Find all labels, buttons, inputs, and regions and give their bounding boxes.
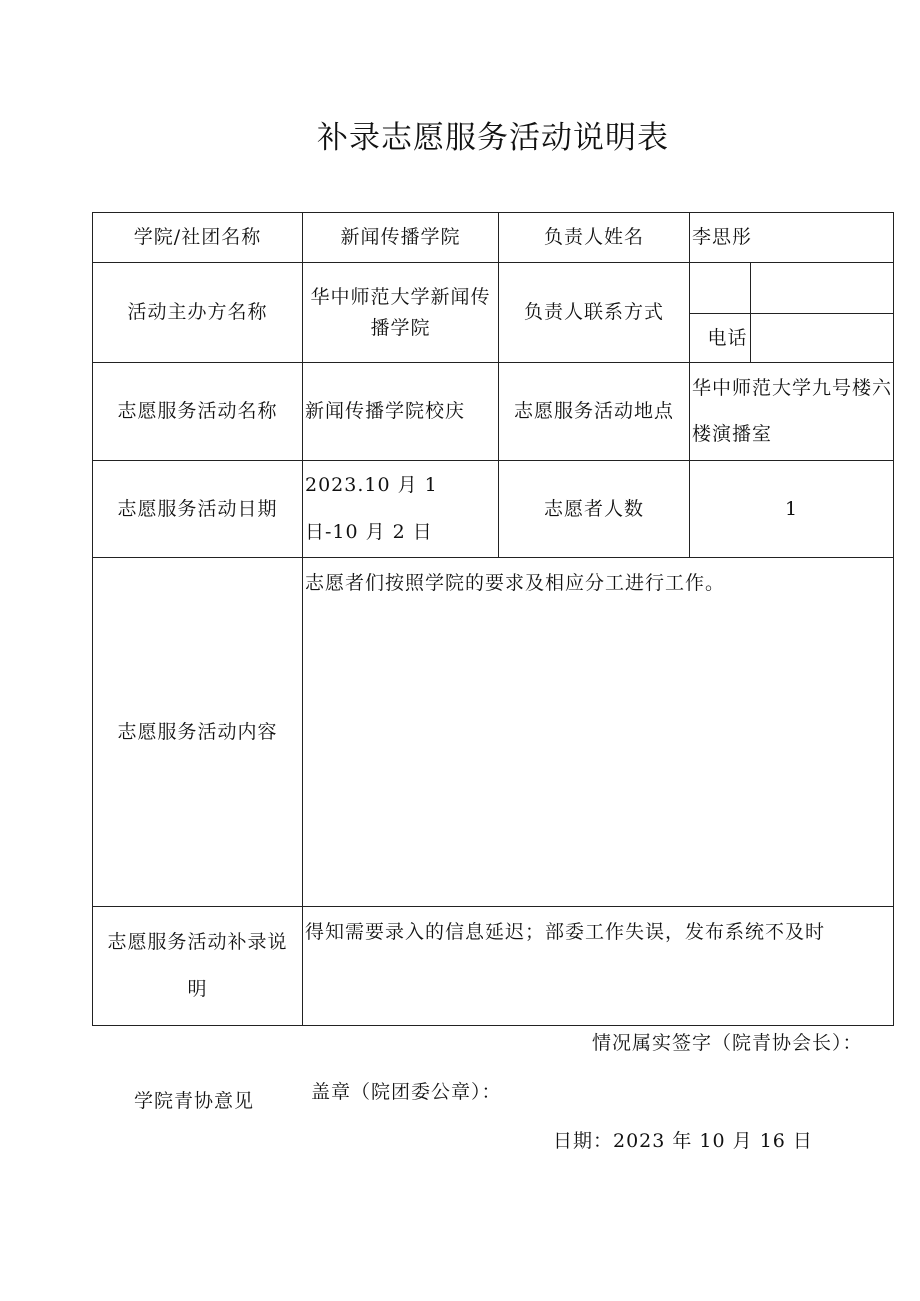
contact-value-cell (750, 263, 893, 313)
contact-empty-cell (690, 263, 750, 313)
phone-value (750, 313, 893, 362)
contact-cell (690, 263, 894, 363)
signature-line: 情况属实签字（院青协会长）： (592, 1032, 863, 1054)
leader-value: 李思彤 (690, 213, 894, 263)
volunteers-label: 志愿者人数 (499, 461, 690, 558)
organizer-label: 活动主办方名称 (93, 263, 303, 363)
opinion-label: 学院青协意见 (134, 1090, 255, 1112)
college-label: 学院/社团名称 (93, 213, 303, 263)
location-value: 华中师范大学九号楼六楼演播室 (690, 363, 894, 461)
leader-label: 负责人姓名 (499, 213, 690, 263)
supplement-label: 志愿服务活动补录说明 (93, 907, 303, 1026)
phone-label: 电话 (690, 313, 750, 362)
supplement-value: 得知需要录入的信息延迟；部委工作失误，发布系统不及时 (303, 907, 894, 1026)
activity-name-label: 志愿服务活动名称 (93, 363, 303, 461)
volunteers-value: 1 (690, 461, 894, 558)
organizer-value: 华中师范大学新闻传播学院 (303, 263, 499, 363)
form-table (92, 212, 894, 1026)
date-line: 日期：2023 年 10 月 16 日 (553, 1130, 813, 1152)
date-value: 2023.10 月 1 日-10 月 2 日 (303, 461, 499, 558)
date-label: 志愿服务活动日期 (93, 461, 303, 558)
contact-label: 负责人联系方式 (499, 263, 690, 363)
stamp-line: 盖章（院团委公章）： (311, 1081, 502, 1103)
content-label: 志愿服务活动内容 (93, 558, 303, 907)
activity-name-value: 新闻传播学院校庆 (303, 363, 499, 461)
contact-subgrid (690, 263, 893, 362)
page-title: 补录志愿服务活动说明表 (317, 120, 669, 156)
location-label: 志愿服务活动地点 (499, 363, 690, 461)
content-value: 志愿者们按照学院的要求及相应分工进行工作。 (303, 558, 894, 907)
college-value: 新闻传播学院 (303, 213, 499, 263)
